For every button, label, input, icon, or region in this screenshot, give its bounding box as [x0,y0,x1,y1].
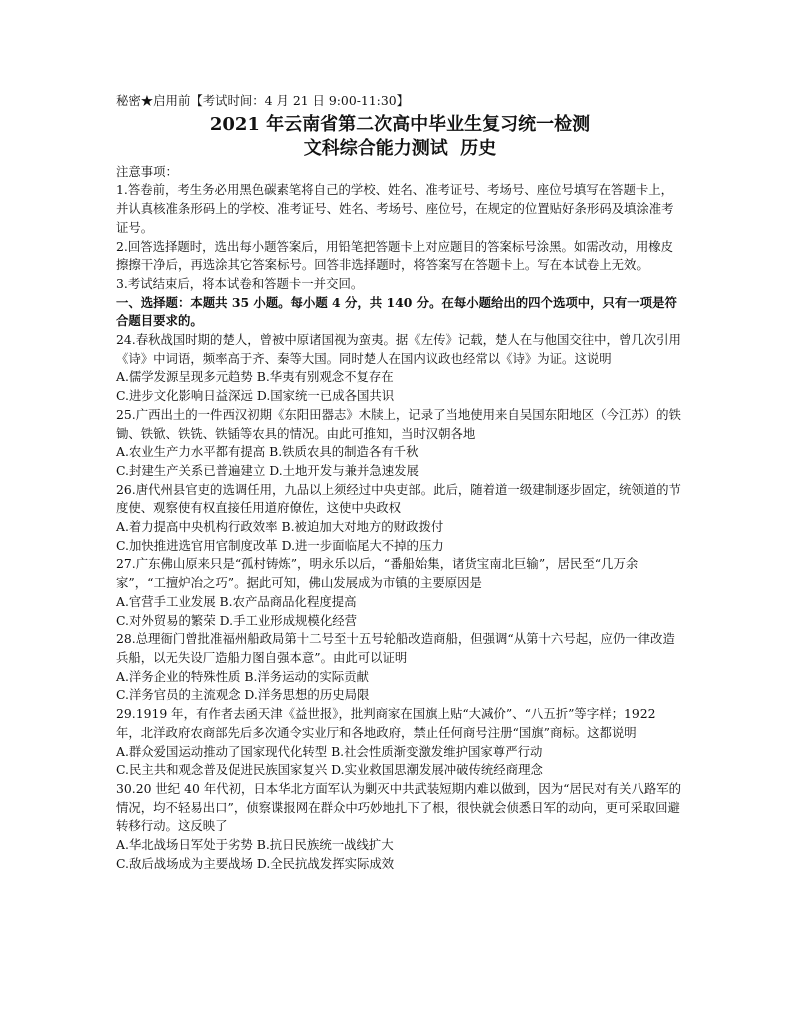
question-options-row: A.着力提高中央机构行政效率 B.被迫加大对地方的财政拨付 [116,519,444,535]
question-stem: 29.1919 年，有作者去函天津《益世报》，批判商家在国旗上贴“大减价”、“八五折”等字样；1922 年，北洋政府农商部先后多次通令实业厅和各地政府，禁止任何商号注册“国旗”商标。这都说明 [116,706,660,740]
question-options-row: A.洋务企业的特殊性质 B.洋务运动的实际贡献 [116,668,369,684]
question-29 [116,705,684,780]
notice-item: 3.考试结束后，将本试卷和答题卡一并交回。 [116,275,364,291]
question-options-row: C.敌后战场成为主要战场 D.全民抗战发挥实际成效 [116,855,395,871]
document-content [116,92,684,873]
question-options-row: A.群众爱国运动推动了国家现代化转型 B.社会性质渐变激发维护国家尊严行动 [116,743,543,759]
question-stem: 30.20 世纪 40 年代初，日本华北方面军认为剿灭中共武装短期内难以做到，因为“居民对有关八路军的情况，均不轻易出口”，侦察谍报网在群众中巧妙地扎下了根，很快就会侦悉日军的动向，更可采取回避转移行动。这反映了 [116,780,682,834]
question-options-row: C.对外贸易的繁荣 D.手工业形成规模化经营 [116,612,357,628]
question-options-row: A.官营手工业发展 B.农产品商品化程度提高 [116,593,357,609]
question-25 [116,406,684,481]
question-26 [116,481,684,556]
question-stem: 25.广西出土的一件西汉初期《东阳田器志》木牍上，记录了当地使用来自吴国东阳地区（今江苏）的铁锄、铁锨、铁铣、铁锸等农具的情况。由此可推知，当时汉朝各地 [116,406,681,441]
question-stem: 27.广东佛山原来只是“孤村铸炼”，明永乐以后，“番船始集，诸货宝南北巨输”，居民至“几万余家”，“工擅炉冶之巧”。据此可知，佛山发展成为市镇的主要原因是 [116,556,639,591]
question-27 [116,555,684,630]
question-options-row: A.儒学发源呈现多元趋势 B.华夷有别观念不复存在 [116,369,394,385]
question-options-row: A.农业生产力水平都有提高 B.铁质农具的制造各有千秋 [116,444,419,460]
notice-item: 2.回答选择题时，选出每小题答案后，用铅笔把答题卡上对应题目的答案标号涂黑。如需改动，用橡皮擦擦干净后，再选涂其它答案标号。回答非选择题时，将答案写在答题卡上。写在本试卷上无效。 [116,238,674,273]
question-28 [116,630,684,705]
question-stem: 28.总理衙门曾批准福州船政局第十二号至十五号轮船改造商船，但强调“从第十六号起，应仍一律改造兵船，以无失设厂造船力图自强本意”。由此可以证明 [116,631,675,665]
question-options-row: C.进步文化影响日益深远 D.国家统一已成各国共识 [116,388,395,404]
question-options-row: C.封建生产关系已普遍建立 D.土地开发与兼并急速发展 [116,462,419,478]
exam-title: 2021 年云南省第二次高中毕业生复习统一检测 [209,113,591,135]
exam-subtitle: 文科综合能力测试 历史 [303,137,497,159]
question-options-row: C.加快推进选官用官制度改革 D.进一步面临尾大不掉的压力 [116,537,444,553]
question-options-row: C.民主共和观念普及促进民族国家复兴 D.实业救国思潮发展冲破传统经商理念 [116,762,543,778]
question-stem: 26.唐代州县官吏的选调任用，九品以上须经过中央吏部。此后，随着道一级建制逐步固定，统领道的节度使、观察使有权直接任用道府僚佐，这使中央政权 [116,481,681,516]
question-30 [116,780,684,874]
question-options-row: A.华北战场日军处于劣势 B.抗日民族统一战线扩大 [116,837,394,853]
secret-header: 秘密★启用前【考试时间：4 月 21 日 9:00-11:30】 [116,93,409,108]
notice-heading: 注意事项： [116,163,178,179]
notice-item: 1.答卷前，考生务必用黑色碳素笔将自己的学校、姓名、准考证号、考场号、座位号填写在答题卡上，并认真核准条形码上的学校、准考证号、姓名、考场号、座位号，在规定的位置贴好条形码及填涂准考证号。 [116,182,674,235]
section-heading: 一、选择题：本题共 35 小题。每小题 4 分，共 140 分。在每小题给出的四个选项中，只有一项是符合题目要求的。 [116,294,677,329]
question-options-row: C.洋务官员的主流观念 D.洋务思想的历史局限 [116,687,370,703]
question-24 [116,331,684,406]
question-stem: 24.春秋战国时期的楚人，曾被中原诸国视为蛮夷。据《左传》记载，楚人在与他国交往中，曾几次引用《诗》中词语，频率高于齐、秦等大国。同时楚人在国内议政也经常以《诗》为证。这说明 [116,332,681,366]
